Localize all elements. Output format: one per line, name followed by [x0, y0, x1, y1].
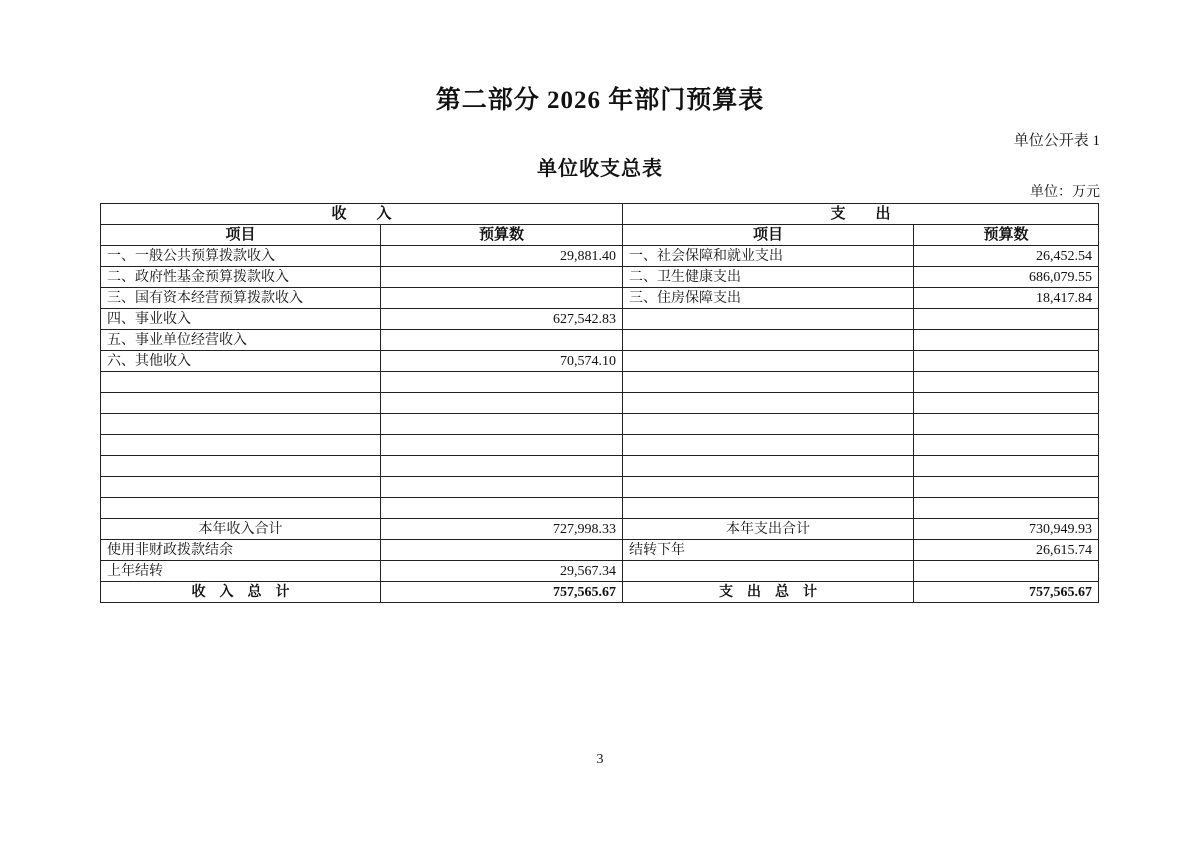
table-row — [101, 267, 1099, 288]
table-label: 单位公开表 1 — [1013, 133, 1100, 149]
table-row — [101, 498, 1099, 519]
expense-item-cell — [623, 498, 914, 519]
expense-item-cell — [623, 456, 914, 477]
table-row — [101, 351, 1099, 372]
income-value-cell — [381, 477, 623, 498]
table-row — [101, 561, 1099, 582]
table-row — [101, 477, 1099, 498]
table-row — [101, 540, 1099, 561]
table-row — [101, 435, 1099, 456]
income-item-cell — [101, 498, 381, 519]
expense-item-col-header: 项目 — [623, 225, 914, 246]
income-value-cell: 727,998.33 — [381, 519, 623, 540]
income-value-cell — [381, 372, 623, 393]
income-item-cell — [101, 435, 381, 456]
table-row — [101, 246, 1099, 267]
income-value-cell — [381, 267, 623, 288]
expense-item-cell — [623, 372, 914, 393]
expense-value-cell: 26,615.74 — [914, 540, 1099, 561]
expense-value-cell — [914, 498, 1099, 519]
expense-item-cell — [623, 393, 914, 414]
expense-item-cell: 支 出 总 计 — [623, 582, 914, 603]
income-value-cell — [381, 435, 623, 456]
expense-item-cell: 本年支出合计 — [623, 519, 914, 540]
expense-item-cell — [623, 435, 914, 456]
expense-value-cell — [914, 372, 1099, 393]
income-value-cell: 70,574.10 — [381, 351, 623, 372]
expense-value-cell — [914, 561, 1099, 582]
expense-value-cell: 26,452.54 — [914, 246, 1099, 267]
expense-item-cell: 结转下年 — [623, 540, 914, 561]
income-item-cell — [101, 372, 381, 393]
expense-value-cell: 730,949.93 — [914, 519, 1099, 540]
page-title: 第二部分 2026 年部门预算表 — [435, 87, 765, 114]
income-item-cell — [101, 414, 381, 435]
income-item-cell: 四、事业收入 — [101, 309, 381, 330]
income-item-cell: 上年结转 — [101, 561, 381, 582]
income-value-cell — [381, 330, 623, 351]
expense-value-cell — [914, 435, 1099, 456]
income-item-cell: 五、事业单位经营收入 — [101, 330, 381, 351]
unit-note: 单位：万元 — [1030, 185, 1100, 200]
expense-section-header: 支 出 — [623, 204, 1099, 225]
income-item-cell: 使用非财政拨款结余 — [101, 540, 381, 561]
expense-value-cell — [914, 393, 1099, 414]
expense-value-cell: 686,079.55 — [914, 267, 1099, 288]
income-value-cell — [381, 414, 623, 435]
subtitle: 单位收支总表 — [537, 158, 663, 180]
income-item-cell — [101, 393, 381, 414]
income-item-cell: 三、国有资本经营预算拨款收入 — [101, 288, 381, 309]
income-value-cell — [381, 456, 623, 477]
expense-item-cell — [623, 351, 914, 372]
expense-value-cell — [914, 351, 1099, 372]
table-row — [101, 288, 1099, 309]
income-item-cell — [101, 456, 381, 477]
expense-value-cell — [914, 309, 1099, 330]
income-value-cell: 29,881.40 — [381, 246, 623, 267]
expense-value-cell: 757,565.67 — [914, 582, 1099, 603]
income-value-cell — [381, 393, 623, 414]
income-budget-col-header: 预算数 — [381, 225, 623, 246]
table-row — [101, 330, 1099, 351]
income-item-col-header: 项目 — [101, 225, 381, 246]
section-header-row — [101, 204, 1099, 225]
table-row — [101, 519, 1099, 540]
expense-item-cell — [623, 309, 914, 330]
income-value-cell — [381, 540, 623, 561]
expense-value-cell: 18,417.84 — [914, 288, 1099, 309]
income-value-cell: 757,565.67 — [381, 582, 623, 603]
column-header-row — [101, 225, 1099, 246]
expense-budget-col-header: 预算数 — [914, 225, 1099, 246]
income-item-cell: 本年收入合计 — [101, 519, 381, 540]
table-row — [101, 414, 1099, 435]
income-item-cell: 六、其他收入 — [101, 351, 381, 372]
expense-item-cell — [623, 330, 914, 351]
income-item-cell: 收 入 总 计 — [101, 582, 381, 603]
expense-value-cell — [914, 456, 1099, 477]
expense-item-cell: 三、住房保障支出 — [623, 288, 914, 309]
income-section-header: 收 入 — [101, 204, 623, 225]
expense-item-cell: 一、社会保障和就业支出 — [623, 246, 914, 267]
expense-item-cell: 二、卫生健康支出 — [623, 267, 914, 288]
expense-item-cell — [623, 561, 914, 582]
expense-value-cell — [914, 330, 1099, 351]
income-value-cell — [381, 498, 623, 519]
expense-item-cell — [623, 414, 914, 435]
page-number: 3 — [596, 752, 604, 767]
income-item-cell — [101, 477, 381, 498]
expense-item-cell — [623, 477, 914, 498]
income-item-cell: 一、一般公共预算拨款收入 — [101, 246, 381, 267]
income-value-cell: 627,542.83 — [381, 309, 623, 330]
table-row — [101, 582, 1099, 603]
table-row — [101, 309, 1099, 330]
table-row — [101, 372, 1099, 393]
income-value-cell: 29,567.34 — [381, 561, 623, 582]
expense-value-cell — [914, 414, 1099, 435]
income-value-cell — [381, 288, 623, 309]
table-row — [101, 456, 1099, 477]
budget-table-body — [101, 246, 1099, 603]
budget-table — [100, 203, 1099, 603]
table-row — [101, 393, 1099, 414]
income-item-cell: 二、政府性基金预算拨款收入 — [101, 267, 381, 288]
expense-value-cell — [914, 477, 1099, 498]
